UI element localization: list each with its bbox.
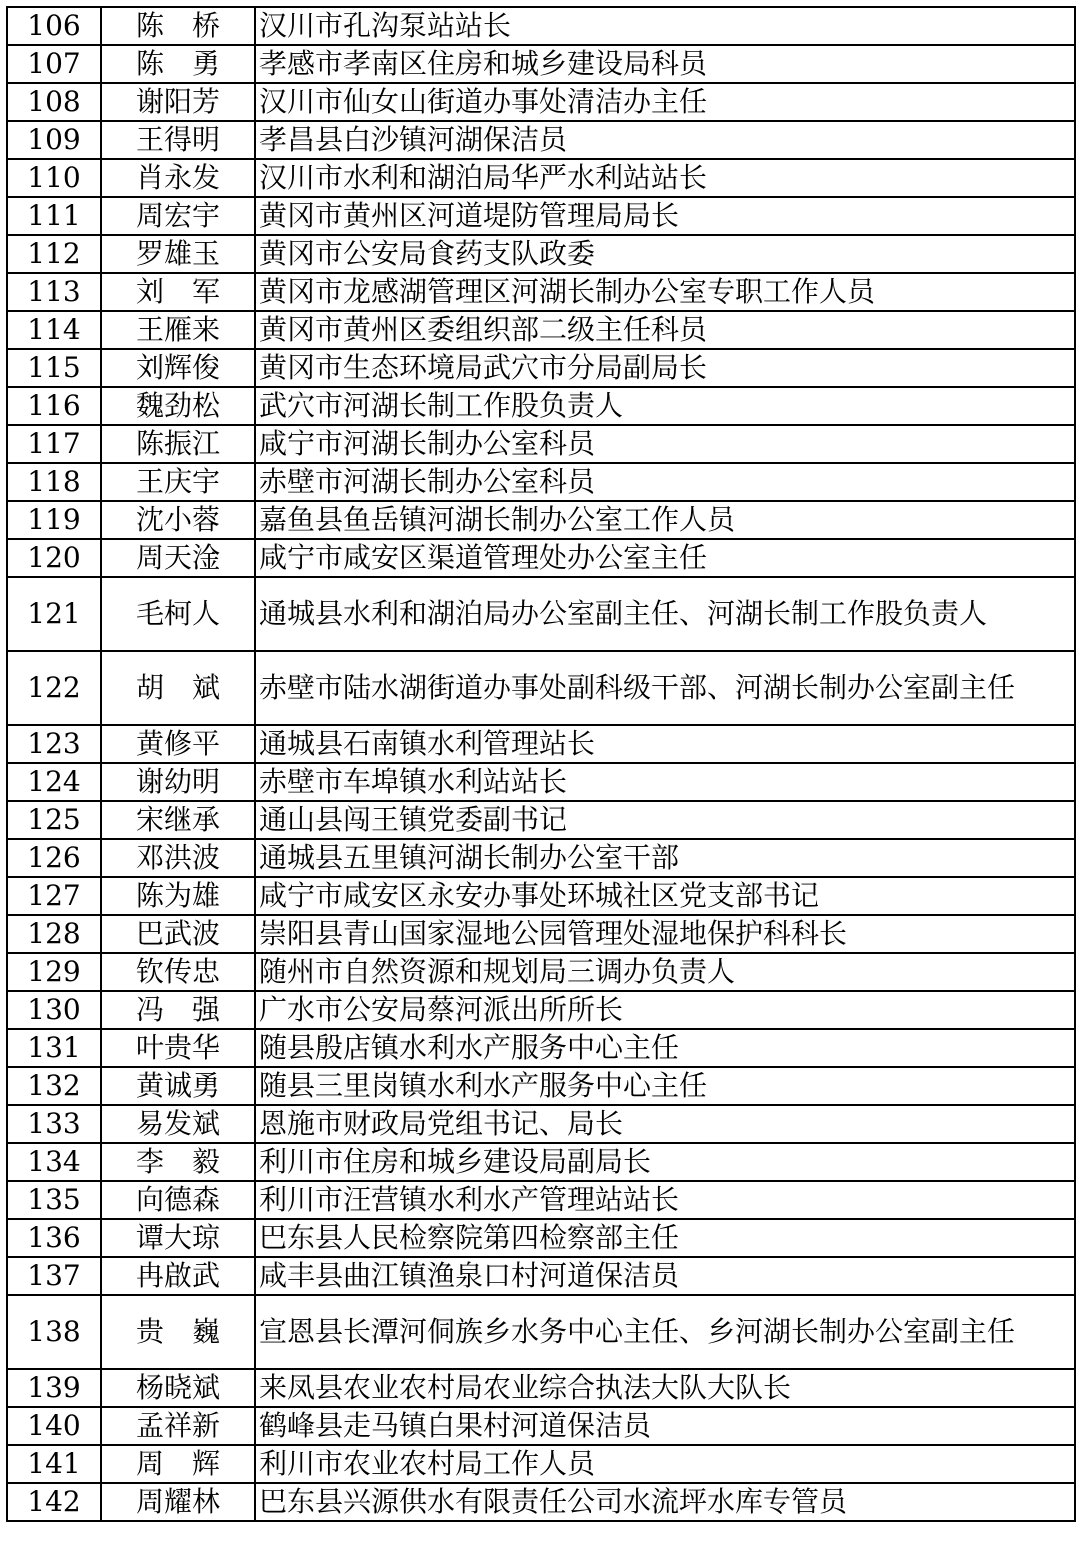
table-row: [7, 1067, 1075, 1105]
table-row: [7, 197, 1075, 235]
position-title: 汉川市水利和湖泊局华严水利站站长: [255, 159, 1075, 197]
row-number: 119: [7, 501, 101, 539]
table-row: [7, 915, 1075, 953]
roster-body: [7, 7, 1075, 1521]
person-name: 陈振江: [101, 425, 255, 463]
row-number: 123: [7, 725, 101, 763]
row-number: 130: [7, 991, 101, 1029]
table-row: [7, 725, 1075, 763]
position-title: 来凤县农业农村局农业综合执法大队大队长: [255, 1369, 1075, 1407]
person-name: 叶贵华: [101, 1029, 255, 1067]
position-title: 巴东县人民检察院第四检察部主任: [255, 1219, 1075, 1257]
row-number: 140: [7, 1407, 101, 1445]
table-row: [7, 425, 1075, 463]
person-name: 刘 军: [101, 273, 255, 311]
person-name: 黄诚勇: [101, 1067, 255, 1105]
table-row: [7, 463, 1075, 501]
table-row: [7, 1369, 1075, 1407]
person-name: 毛柯人: [101, 577, 255, 651]
person-name: 巴武波: [101, 915, 255, 953]
position-title: 黄冈市公安局食药支队政委: [255, 235, 1075, 273]
person-name: 肖永发: [101, 159, 255, 197]
person-name: 杨晓斌: [101, 1369, 255, 1407]
position-title: 巴东县兴源供水有限责任公司水流坪水库专管员: [255, 1483, 1075, 1521]
position-title: 赤壁市河湖长制办公室科员: [255, 463, 1075, 501]
position-title: 通山县闯王镇党委副书记: [255, 801, 1075, 839]
position-title: 利川市住房和城乡建设局副局长: [255, 1143, 1075, 1181]
person-name: 谭大琼: [101, 1219, 255, 1257]
row-number: 134: [7, 1143, 101, 1181]
person-name: 贵 巍: [101, 1295, 255, 1369]
row-number: 120: [7, 539, 101, 577]
roster-table: [6, 6, 1076, 1522]
table-row: [7, 1445, 1075, 1483]
position-title: 鹤峰县走马镇白果村河道保洁员: [255, 1407, 1075, 1445]
row-number: 113: [7, 273, 101, 311]
position-title: 赤壁市车埠镇水利站站长: [255, 763, 1075, 801]
position-title: 黄冈市黄州区委组织部二级主任科员: [255, 311, 1075, 349]
row-number: 133: [7, 1105, 101, 1143]
position-title: 咸宁市咸安区渠道管理处办公室主任: [255, 539, 1075, 577]
table-row: [7, 1483, 1075, 1521]
table-row: [7, 83, 1075, 121]
row-number: 129: [7, 953, 101, 991]
table-row: [7, 651, 1075, 725]
row-number: 112: [7, 235, 101, 273]
position-title: 广水市公安局蔡河派出所所长: [255, 991, 1075, 1029]
table-row: [7, 159, 1075, 197]
position-title: 崇阳县青山国家湿地公园管理处湿地保护科科长: [255, 915, 1075, 953]
table-row: [7, 1295, 1075, 1369]
table-row: [7, 801, 1075, 839]
table-row: [7, 235, 1075, 273]
position-title: 利川市农业农村局工作人员: [255, 1445, 1075, 1483]
person-name: 向德森: [101, 1181, 255, 1219]
row-number: 142: [7, 1483, 101, 1521]
row-number: 107: [7, 45, 101, 83]
table-row: [7, 763, 1075, 801]
table-row: [7, 577, 1075, 651]
person-name: 陈 桥: [101, 7, 255, 45]
table-row: [7, 839, 1075, 877]
row-number: 131: [7, 1029, 101, 1067]
person-name: 陈为雄: [101, 877, 255, 915]
person-name: 谢阳芳: [101, 83, 255, 121]
person-name: 周耀林: [101, 1483, 255, 1521]
position-title: 随县殷店镇水利水产服务中心主任: [255, 1029, 1075, 1067]
position-title: 汉川市孔沟泵站站长: [255, 7, 1075, 45]
row-number: 121: [7, 577, 101, 651]
table-row: [7, 1143, 1075, 1181]
row-number: 138: [7, 1295, 101, 1369]
position-title: 咸宁市咸安区永安办事处环城社区党支部书记: [255, 877, 1075, 915]
row-number: 141: [7, 1445, 101, 1483]
row-number: 115: [7, 349, 101, 387]
position-title: 武穴市河湖长制工作股负责人: [255, 387, 1075, 425]
row-number: 106: [7, 7, 101, 45]
person-name: 宋继承: [101, 801, 255, 839]
position-title: 随州市自然资源和规划局三调办负责人: [255, 953, 1075, 991]
table-row: [7, 1105, 1075, 1143]
table-row: [7, 953, 1075, 991]
row-number: 128: [7, 915, 101, 953]
position-title: 黄冈市龙感湖管理区河湖长制办公室专职工作人员: [255, 273, 1075, 311]
person-name: 罗雄玉: [101, 235, 255, 273]
row-number: 110: [7, 159, 101, 197]
row-number: 125: [7, 801, 101, 839]
table-row: [7, 121, 1075, 159]
person-name: 孟祥新: [101, 1407, 255, 1445]
position-title: 孝感市孝南区住房和城乡建设局科员: [255, 45, 1075, 83]
position-title: 通城县水利和湖泊局办公室副主任、河湖长制工作股负责人: [255, 577, 1075, 651]
row-number: 124: [7, 763, 101, 801]
position-title: 黄冈市黄州区河道堤防管理局局长: [255, 197, 1075, 235]
person-name: 易发斌: [101, 1105, 255, 1143]
table-row: [7, 1181, 1075, 1219]
position-title: 咸宁市河湖长制办公室科员: [255, 425, 1075, 463]
person-name: 周宏宇: [101, 197, 255, 235]
row-number: 111: [7, 197, 101, 235]
table-row: [7, 349, 1075, 387]
row-number: 116: [7, 387, 101, 425]
row-number: 136: [7, 1219, 101, 1257]
row-number: 108: [7, 83, 101, 121]
person-name: 冉啟武: [101, 1257, 255, 1295]
position-title: 利川市汪营镇水利水产管理站站长: [255, 1181, 1075, 1219]
row-number: 114: [7, 311, 101, 349]
person-name: 刘辉俊: [101, 349, 255, 387]
row-number: 117: [7, 425, 101, 463]
table-row: [7, 539, 1075, 577]
person-name: 王得明: [101, 121, 255, 159]
table-row: [7, 1407, 1075, 1445]
table-row: [7, 1029, 1075, 1067]
person-name: 周天淦: [101, 539, 255, 577]
table-row: [7, 1219, 1075, 1257]
table-row: [7, 501, 1075, 539]
row-number: 109: [7, 121, 101, 159]
table-row: [7, 273, 1075, 311]
position-title: 孝昌县白沙镇河湖保洁员: [255, 121, 1075, 159]
table-row: [7, 45, 1075, 83]
position-title: 通城县石南镇水利管理站长: [255, 725, 1075, 763]
person-name: 谢幼明: [101, 763, 255, 801]
table-row: [7, 7, 1075, 45]
person-name: 魏劲松: [101, 387, 255, 425]
person-name: 王庆宇: [101, 463, 255, 501]
table-row: [7, 387, 1075, 425]
position-title: 通城县五里镇河湖长制办公室干部: [255, 839, 1075, 877]
table-row: [7, 1257, 1075, 1295]
position-title: 咸丰县曲江镇渔泉口村河道保洁员: [255, 1257, 1075, 1295]
person-name: 钦传忠: [101, 953, 255, 991]
position-title: 随县三里岗镇水利水产服务中心主任: [255, 1067, 1075, 1105]
person-name: 冯 强: [101, 991, 255, 1029]
row-number: 137: [7, 1257, 101, 1295]
position-title: 嘉鱼县鱼岳镇河湖长制办公室工作人员: [255, 501, 1075, 539]
position-title: 宣恩县长潭河侗族乡水务中心主任、乡河湖长制办公室副主任: [255, 1295, 1075, 1369]
person-name: 胡 斌: [101, 651, 255, 725]
position-title: 赤壁市陆水湖街道办事处副科级干部、河湖长制办公室副主任: [255, 651, 1075, 725]
row-number: 132: [7, 1067, 101, 1105]
person-name: 周 辉: [101, 1445, 255, 1483]
position-title: 恩施市财政局党组书记、局长: [255, 1105, 1075, 1143]
table-row: [7, 991, 1075, 1029]
row-number: 122: [7, 651, 101, 725]
table-row: [7, 311, 1075, 349]
person-name: 沈小蓉: [101, 501, 255, 539]
row-number: 139: [7, 1369, 101, 1407]
row-number: 126: [7, 839, 101, 877]
person-name: 邓洪波: [101, 839, 255, 877]
row-number: 127: [7, 877, 101, 915]
position-title: 黄冈市生态环境局武穴市分局副局长: [255, 349, 1075, 387]
person-name: 陈 勇: [101, 45, 255, 83]
row-number: 118: [7, 463, 101, 501]
person-name: 王雁来: [101, 311, 255, 349]
table-row: [7, 877, 1075, 915]
person-name: 黄修平: [101, 725, 255, 763]
position-title: 汉川市仙女山街道办事处清洁办主任: [255, 83, 1075, 121]
row-number: 135: [7, 1181, 101, 1219]
person-name: 李 毅: [101, 1143, 255, 1181]
